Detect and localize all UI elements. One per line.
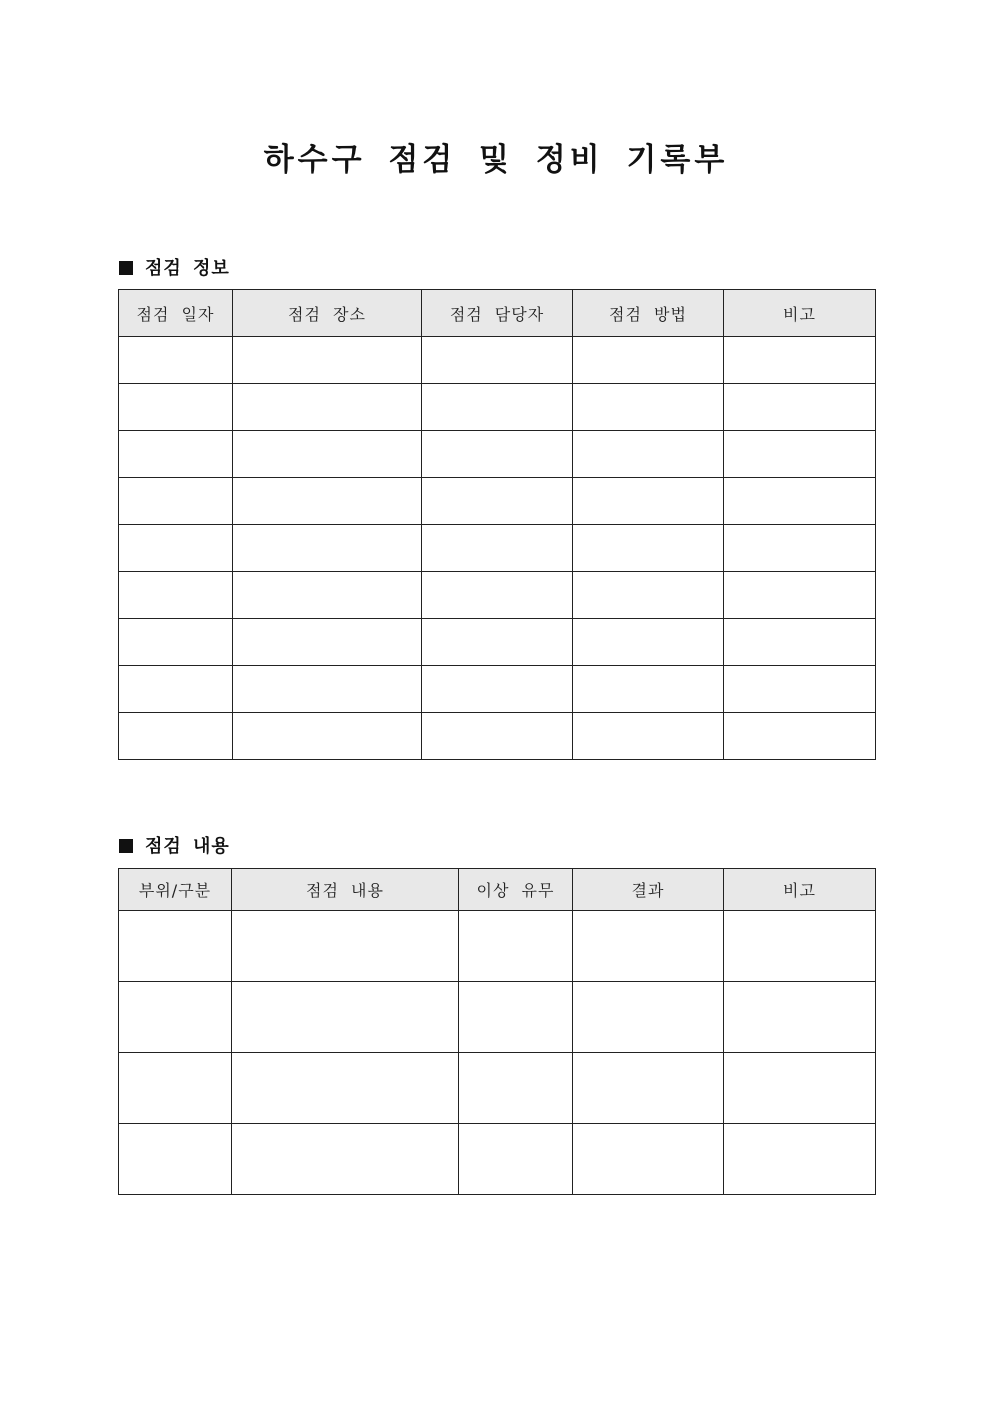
table-cell[interactable]	[119, 713, 233, 760]
column-header-result: 결과	[573, 869, 724, 911]
table-cell[interactable]	[233, 619, 422, 666]
table-cell[interactable]	[119, 572, 233, 619]
table-cell[interactable]	[119, 525, 233, 572]
table-row	[119, 911, 876, 982]
table-cell[interactable]	[232, 1053, 459, 1124]
column-header-method: 점검 방법	[573, 290, 724, 337]
table-row	[119, 384, 876, 431]
section-heading-label: 점검 내용	[145, 836, 230, 857]
table-cell[interactable]	[573, 1124, 724, 1195]
table-cell[interactable]	[573, 478, 724, 525]
table-row	[119, 572, 876, 619]
table-row	[119, 431, 876, 478]
column-header-date: 점검 일자	[119, 290, 233, 337]
table-cell[interactable]	[459, 1124, 573, 1195]
table-cell[interactable]	[573, 572, 724, 619]
section-heading-inspection-info	[119, 254, 230, 280]
table-cell[interactable]	[724, 384, 876, 431]
table-cell[interactable]	[422, 384, 573, 431]
table-cell[interactable]	[422, 431, 573, 478]
table-cell[interactable]	[573, 525, 724, 572]
column-header-inspector: 점검 담당자	[422, 290, 573, 337]
table-cell[interactable]	[724, 478, 876, 525]
table-cell[interactable]	[573, 619, 724, 666]
table-cell[interactable]	[724, 337, 876, 384]
table-cell[interactable]	[422, 337, 573, 384]
inspection-info-body	[119, 337, 876, 760]
inspection-info-table	[118, 289, 876, 760]
table-cell[interactable]	[119, 478, 233, 525]
table-cell[interactable]	[724, 713, 876, 760]
table-row	[119, 982, 876, 1053]
table-cell[interactable]	[119, 619, 233, 666]
table-cell[interactable]	[119, 982, 232, 1053]
column-header-part: 부위/구분	[119, 869, 232, 911]
document-title: 하수구 점검 및 정비 기록부	[263, 142, 729, 178]
table-cell[interactable]	[459, 982, 573, 1053]
table-cell[interactable]	[459, 911, 573, 982]
table-cell[interactable]	[724, 525, 876, 572]
inspection-content-body	[119, 911, 876, 1195]
table-row	[119, 666, 876, 713]
table-cell[interactable]	[232, 1124, 459, 1195]
table-cell[interactable]	[119, 384, 233, 431]
table-cell[interactable]	[233, 572, 422, 619]
table-cell[interactable]	[459, 1053, 573, 1124]
table-cell[interactable]	[724, 666, 876, 713]
table-cell[interactable]	[573, 431, 724, 478]
table-cell[interactable]	[119, 666, 233, 713]
table-cell[interactable]	[422, 478, 573, 525]
table-cell[interactable]	[573, 982, 724, 1053]
table-cell[interactable]	[573, 384, 724, 431]
table-cell[interactable]	[119, 1053, 232, 1124]
table-cell[interactable]	[422, 666, 573, 713]
square-bullet-icon	[119, 839, 133, 853]
table-cell[interactable]	[233, 431, 422, 478]
table-row	[119, 1124, 876, 1195]
table-row	[119, 1053, 876, 1124]
table-row	[119, 478, 876, 525]
column-header-content: 점검 내용	[232, 869, 459, 911]
table-cell[interactable]	[232, 911, 459, 982]
table-cell[interactable]	[573, 713, 724, 760]
table-cell[interactable]	[724, 1053, 876, 1124]
table-cell[interactable]	[119, 1124, 232, 1195]
table-cell[interactable]	[724, 911, 876, 982]
column-header-remarks: 비고	[724, 869, 876, 911]
section-heading-inspection-content	[119, 832, 230, 858]
table-cell[interactable]	[724, 982, 876, 1053]
column-header-abnormality: 이상 유무	[459, 869, 573, 911]
section-heading-label: 점검 정보	[145, 258, 230, 279]
table-cell[interactable]	[724, 572, 876, 619]
table-cell[interactable]	[233, 713, 422, 760]
square-bullet-icon	[119, 261, 133, 275]
table-cell[interactable]	[119, 431, 233, 478]
table-header-row	[119, 869, 876, 911]
table-cell[interactable]	[724, 1124, 876, 1195]
table-cell[interactable]	[724, 431, 876, 478]
table-row	[119, 525, 876, 572]
inspection-content-table	[118, 868, 876, 1195]
table-cell[interactable]	[233, 478, 422, 525]
table-cell[interactable]	[724, 619, 876, 666]
table-cell[interactable]	[573, 911, 724, 982]
table-cell[interactable]	[422, 713, 573, 760]
column-header-remarks: 비고	[724, 290, 876, 337]
table-cell[interactable]	[233, 384, 422, 431]
table-cell[interactable]	[233, 666, 422, 713]
table-cell[interactable]	[233, 525, 422, 572]
table-cell[interactable]	[232, 982, 459, 1053]
table-cell[interactable]	[573, 666, 724, 713]
column-header-location: 점검 장소	[233, 290, 422, 337]
table-row	[119, 619, 876, 666]
table-cell[interactable]	[422, 572, 573, 619]
table-cell[interactable]	[422, 525, 573, 572]
table-cell[interactable]	[573, 1053, 724, 1124]
table-row	[119, 337, 876, 384]
table-row	[119, 713, 876, 760]
table-cell[interactable]	[119, 337, 233, 384]
table-cell[interactable]	[422, 619, 573, 666]
table-cell[interactable]	[573, 337, 724, 384]
table-cell[interactable]	[233, 337, 422, 384]
table-cell[interactable]	[119, 911, 232, 982]
table-header-row	[119, 290, 876, 337]
